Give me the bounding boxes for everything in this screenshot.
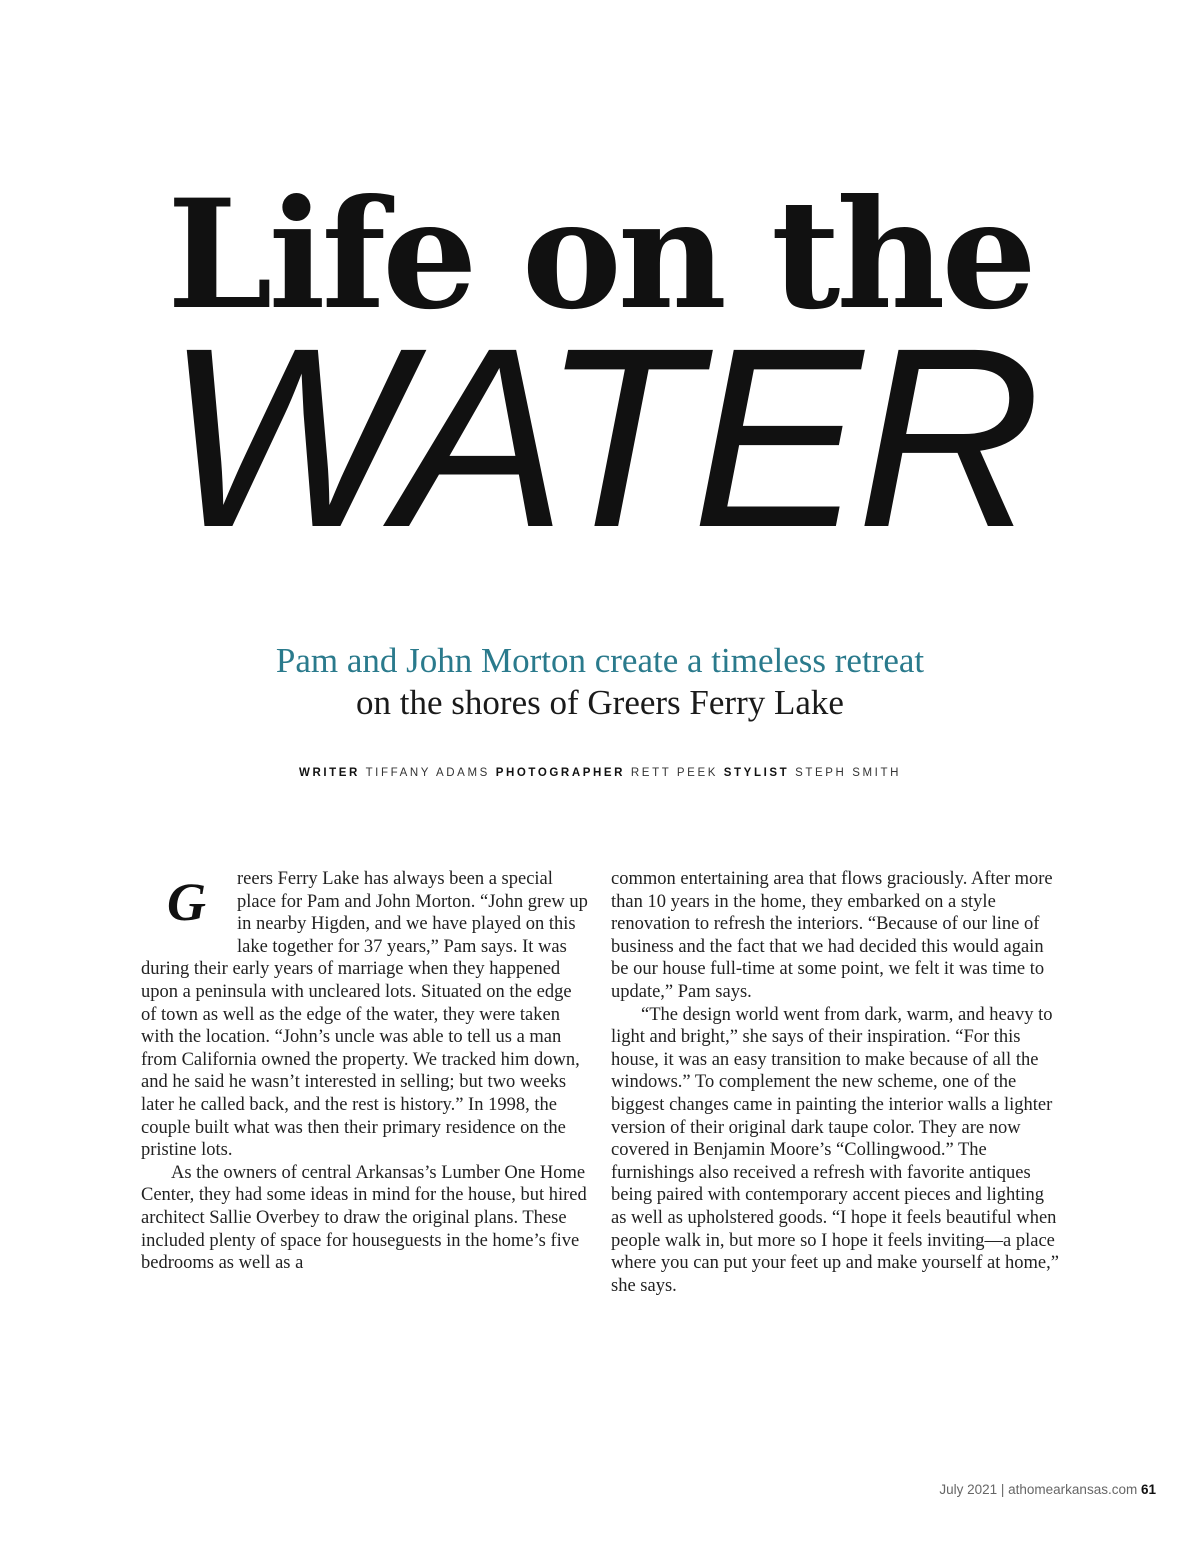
credit-name-stylist: STEPH SMITH (795, 767, 901, 779)
page-number: 61 (1140, 1482, 1156, 1497)
title-line-1: Life on the (167, 167, 1033, 343)
credit-name-writer: TIFFANY ADAMS (365, 767, 490, 779)
deck-line-1: Pam and John Morton create a timeless retreat (275, 641, 925, 680)
credit-role-photographer: PHOTOGRAPHER (495, 767, 626, 779)
credit-name-photographer: RETT PEEK (630, 767, 718, 779)
body-paragraph: common entertaining area that flows graciously. After more than 10 years in the home, they embarked on a style renovation to refresh the interiors. “Because of our line of business and the fact that we had decided this would again be our house full-time at some point, we felt it was time to update,” Pam says. (611, 869, 1053, 1002)
page-footer (939, 1482, 1156, 1497)
body-paragraph: reers Ferry Lake has always been a special place for Pam and John Morton. “John grew up in nearby Higden, and we have played on this lake together for 37 years,” Pam says. It was during their early years of marriage when they happened upon a peninsula with uncleared lots. Situated on the edge of town as well as the edge of the water, they were taken with the location. “John’s uncle was able to tell us a man from California owned the property. We tracked him down, and he said he wasn’t interested in selling; but two weeks later he called back, and the rest is history.” In 1998, the couple built what was then their primary residence on the pristine lots. (141, 869, 588, 1161)
deck-line-2: on the shores of Greers Ferry Lake (356, 683, 844, 722)
deck (0, 640, 1200, 724)
title-line-2: WATER (164, 295, 1036, 581)
drop-cap: G (167, 872, 206, 932)
body-paragraph: “The design world went from dark, warm, and heavy to light and bright,” she says of their inspiration. “For this house, it was an easy transition to make because of all the windows.” To complement the new scheme, one of the biggest changes came in painting the interior walls a lighter version of their original dark taupe color. They are now covered in Benjamin Moore’s “Collingwood.” The furnishings also received a refresh with favorite antiques being paired with contemporary accent pieces and lighting as well as upholstered goods. “I hope it feels beautiful when people walk in, but more so I hope it feels inviting—a place where you can put your feet up and make yourself at home,” she says. (611, 1004, 1059, 1296)
body-column-left (141, 868, 591, 1275)
issue-info: July 2021 | athomearkansas.com (939, 1482, 1138, 1497)
body-paragraph: As the owners of central Arkansas’s Lumber One Home Center, they had some ideas in mind for the house, but hired architect Sallie Overbey to draw the original plans. These included plenty of space for houseguests in the home’s five bedrooms as well as a (141, 1162, 587, 1274)
credit-role-writer: WRITER (299, 767, 360, 779)
credits-line (0, 767, 1200, 779)
body-column-right (611, 868, 1061, 1297)
credit-role-stylist: STYLIST (723, 767, 790, 779)
